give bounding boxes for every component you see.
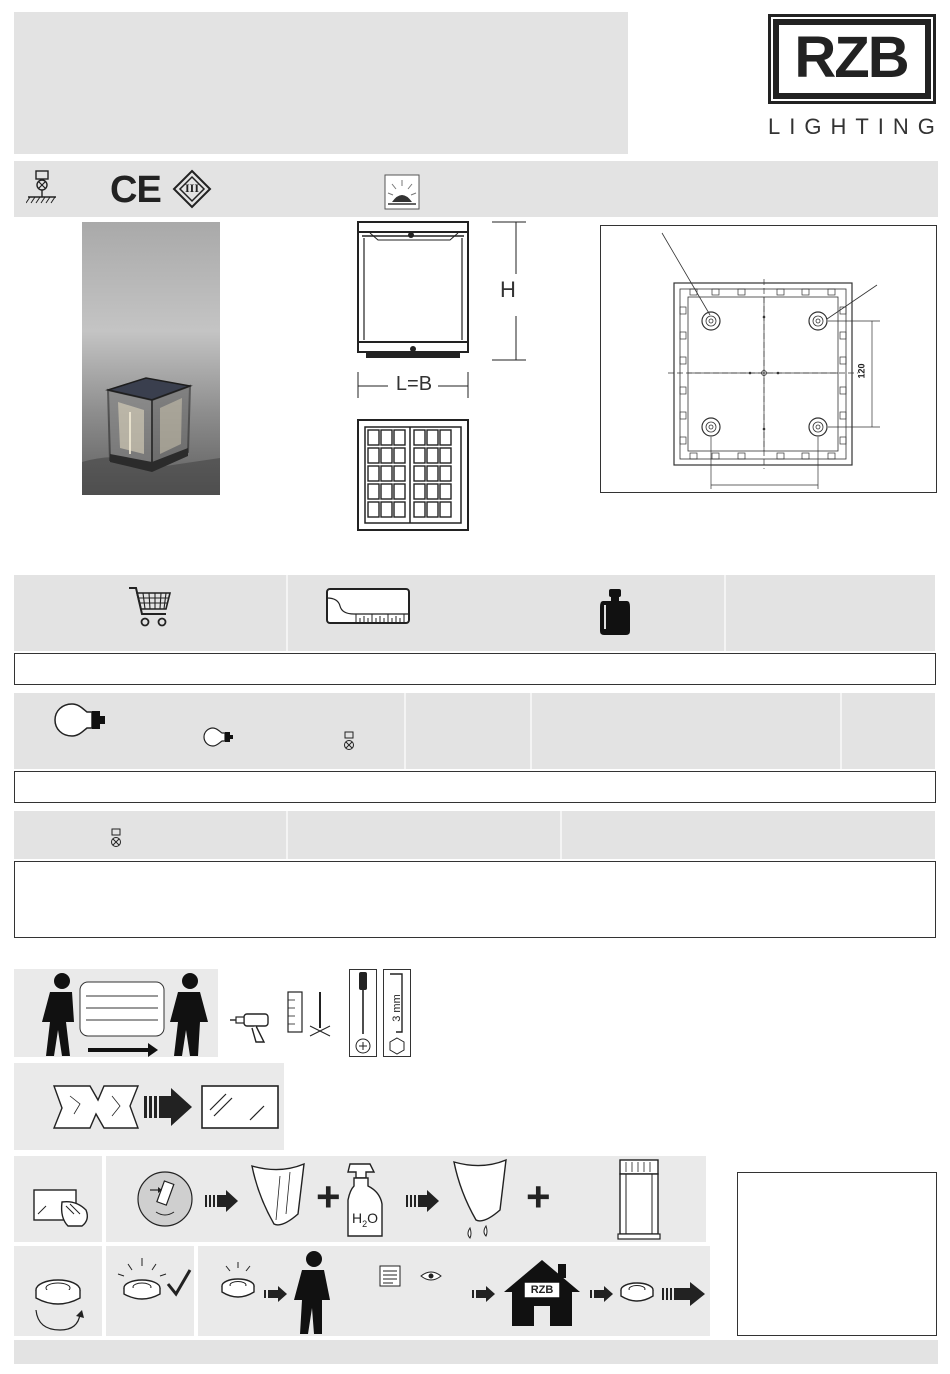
side-notes-box	[737, 1172, 937, 1336]
plus-icon-2: +	[526, 1173, 551, 1220]
top-view-drawing	[356, 418, 470, 532]
protection-class-label: III	[184, 181, 199, 195]
plus-icon-1: +	[316, 1173, 341, 1220]
lamp-info-bar	[14, 693, 935, 769]
light-sensor-icon	[384, 174, 420, 210]
two-person-carry-illustration	[30, 972, 220, 1058]
cart-icon	[128, 586, 172, 628]
person-icon	[290, 1250, 334, 1336]
installation-icon	[26, 170, 58, 208]
wet-cloth-icon	[452, 1158, 510, 1242]
hex-key-size: 3 mm	[391, 994, 403, 1022]
arrow-icon-3	[264, 1286, 288, 1302]
length-label: L=B	[395, 373, 433, 395]
measuring-tool-icon	[286, 990, 334, 1038]
repl-col-divider-1	[286, 811, 288, 859]
document-icon	[378, 1264, 402, 1288]
header-panel	[14, 12, 628, 154]
battery-ok-icon	[112, 1256, 192, 1308]
lantern-icon	[616, 1158, 662, 1240]
replacement-lamp-icon	[109, 828, 123, 852]
water-label: $H_2O$	[352, 1210, 379, 1229]
notes-box	[14, 861, 936, 938]
arrow-icon-2	[406, 1190, 440, 1212]
lamp-col-divider-1	[404, 693, 406, 769]
ce-mark-icon: CE	[110, 169, 161, 211]
arrow-icon-4	[472, 1286, 496, 1302]
height-label: H	[500, 277, 516, 302]
house-logo-text: RZB	[530, 1284, 554, 1296]
footer-bar	[14, 1340, 938, 1364]
hex-key-card	[383, 969, 411, 1057]
logo-text: RZB	[794, 25, 908, 90]
battery-old-icon	[214, 1260, 262, 1304]
cloth-icon	[250, 1162, 308, 1230]
wipe-icon	[32, 1186, 92, 1230]
bulb-icon	[54, 703, 106, 737]
repl-col-divider-2	[560, 811, 562, 859]
lamp-info-row	[14, 771, 936, 803]
order-col-divider-2	[724, 575, 726, 651]
battery-new-icon	[618, 1278, 656, 1308]
arrow-icon-6	[662, 1282, 706, 1306]
order-info-row	[14, 653, 936, 685]
logo-tagline: LIGHTING	[768, 114, 944, 139]
arrow-icon-1	[205, 1190, 239, 1212]
lamp-symbol-icon	[342, 731, 356, 755]
replacement-bar	[14, 811, 935, 859]
rzb-service-house	[502, 1258, 582, 1328]
mounting-distance-label: 120	[856, 363, 867, 379]
no-solvent-icon	[136, 1170, 194, 1228]
rzb-logo	[766, 14, 942, 140]
weight-icon	[598, 587, 632, 637]
small-bulb-icon	[203, 727, 233, 747]
glass-replace-illustration	[50, 1080, 282, 1134]
screwdriver-card	[349, 969, 377, 1057]
ruler-icon	[326, 588, 410, 624]
mounting-plan-drawing	[602, 227, 935, 491]
eye-icon	[420, 1270, 442, 1282]
lamp-col-divider-3	[840, 693, 842, 769]
arrow-icon-5	[590, 1286, 614, 1302]
front-view-drawing	[350, 218, 530, 398]
order-col-divider-1	[286, 575, 288, 651]
drill-icon	[230, 1008, 278, 1044]
battery-rotate-icon	[30, 1270, 86, 1334]
protection-class-icon	[172, 169, 212, 209]
lamp-col-divider-2	[530, 693, 532, 769]
product-photo	[82, 222, 220, 495]
